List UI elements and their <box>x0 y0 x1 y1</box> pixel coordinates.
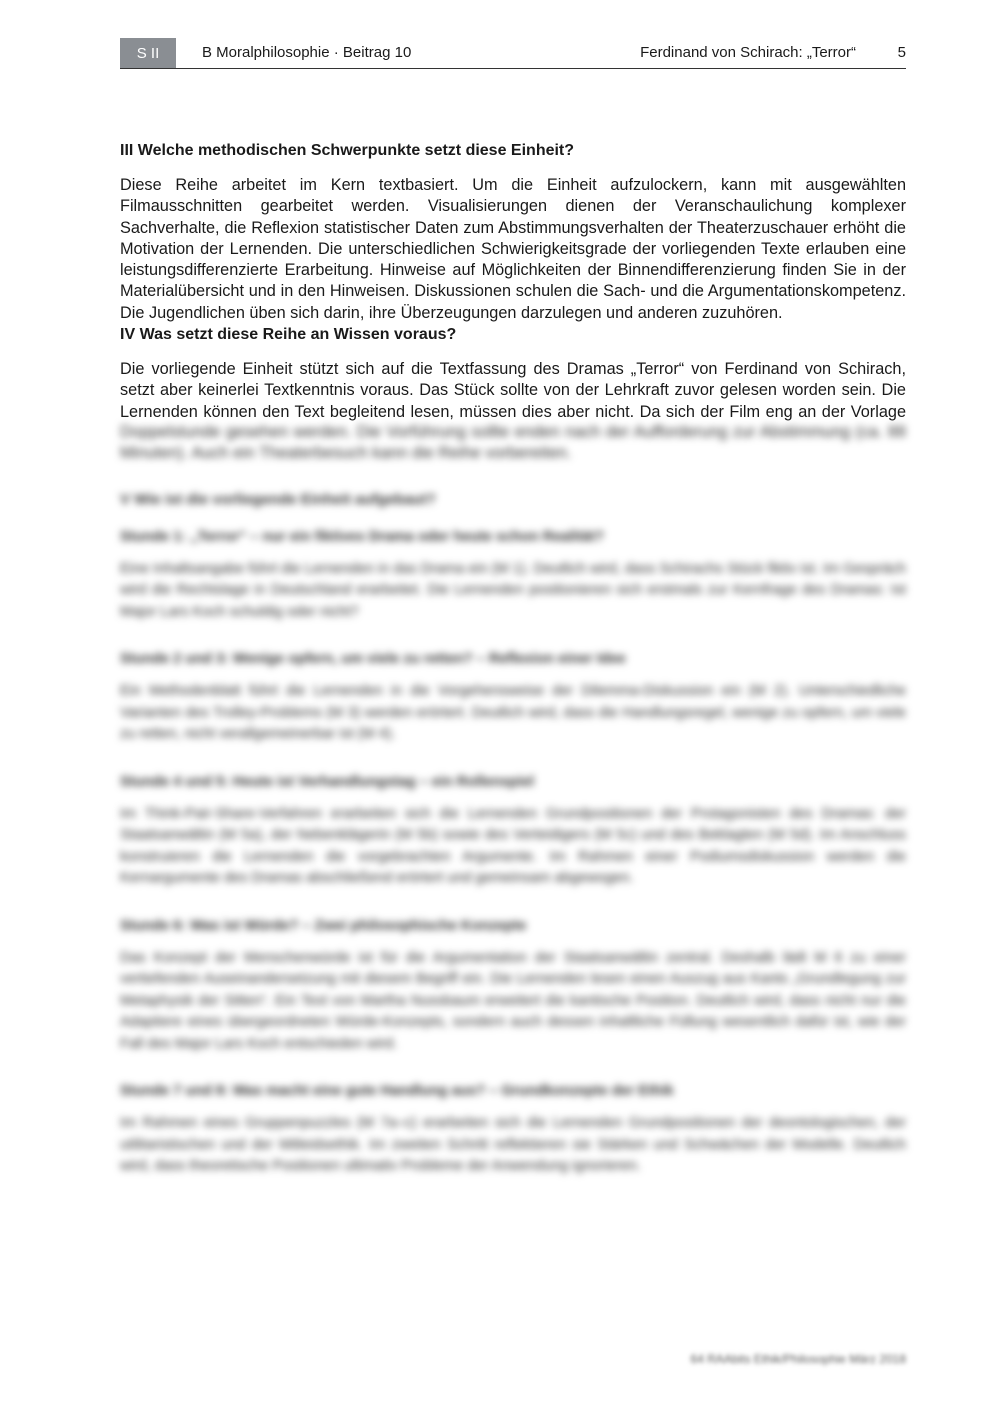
section-4-text-tail: Doppelstunde gesehen werden. Die Vorführung sollte enden nach der Aufforderung zur Abstimmung (ca. 88 Minuten). Auch ein Theaterbesuch kann die Reihe vorbereiten. <box>120 423 906 463</box>
section-3-text: Diese Reihe arbeitet im Kern textbasiert. Um die Einheit aufzulockern, kann mit ausgewählten Filmausschnitten gearbeitet werden. Visualisierungen dienen der Veranschaulichung komplexer Sachverhalte, die Reflexion statistischer Daten zum Abstimmungsverhalten der Theaterzuschauer erhöht die Motivation der Lernenden. Die unterschiedlichen Schwierigkeitsgrade der vorliegenden Texte erlauben eine leistungsdifferenzierte Erarbeitung. Hinweise auf Möglichkeiten der Binnendifferenzierung finden Sie in der Materialübersicht und in den Hinweisen. Diskussionen schulen die Sach- und die Argumentationskompetenz. Die Jugendlichen üben sich darin, ihre Überzeugungen darzulegen und anderen zuzuhören. <box>120 176 906 322</box>
section-4-visible-part <box>120 359 906 423</box>
page-number: 5 <box>897 44 906 61</box>
level-badge: S II <box>120 38 176 68</box>
lesson-4-title: Stunde 6: Was ist Würde? – Zwei philosophische Konzepte <box>120 917 527 934</box>
page-header <box>120 38 906 69</box>
lesson-5-text: Im Rahmen eines Gruppenpuzzles (M 7a–c) erarbeiten sich die Lernenden Grundpositionen der deontologischen, der utilitaristischen und der Mitleidsethik. Im zweiten Schritt reflektieren sie Stärken und Schwächen der Modelle. Deutlich wird, dass theoretische Positionen ultimativ Probleme der Anwendung ignorieren. <box>120 1115 906 1175</box>
lesson-2-text: Ein Methodenblatt führt die Lernenden in die Vorgehensweise der Dilemma-Diskussion ein (M 2). Unterschiedliche Varianten des Trolley-Problems (M 3) werden erörtert. Deutlich wird, dass die Handlungsregel, wenige zu opfern, um viele zu retten, nicht verallgemeinerbar ist (M 4). <box>120 683 906 743</box>
header-title: Ferdinand von Schirach: „Terror“ <box>640 44 856 61</box>
lesson-1-text: Eine Inhaltsangabe führt die Lernenden in das Drama ein (M 1). Deutlich wird, dass Schirachs Stück fiktiv ist. Im Gespräch wird die Rechtslage in Deutschland erarbeitet. Die Lernenden positionieren sich erstmals zur Kernfrage des Dramas: Ist Major Lars Koch schuldig oder nicht? <box>120 560 906 620</box>
blurred-preview-area <box>120 422 906 1178</box>
page-footer: 64 RAAbits Ethik/Philosophie März 2018 <box>690 1352 906 1366</box>
lesson-5-title: Stunde 7 und 8: Was macht eine gute Handlung aus? – Grundkonzepte der Ethik <box>120 1083 674 1100</box>
header-section: B Moralphilosophie · Beitrag 10 <box>202 44 412 61</box>
lesson-3-title: Stunde 4 und 5: Heute ist Verhandlungstag – ein Rollenspiel <box>120 773 535 790</box>
section-4-heading: IV Was setzt diese Reihe an Wissen voraus? <box>120 326 457 344</box>
lesson-2-title: Stunde 2 und 3: Wenige opfern, um viele zu retten? – Reflexion einer Idee <box>120 651 626 668</box>
lesson-3-text: Im Think-Pair-Share-Verfahren erarbeiten sich die Lernenden Grundpositionen der Protagonisten des Dramas: der Staatsanwältin (M 5a), der Nebenklägerin (M 5b) sowie des Verteidigers (M 5c) und des Beklagten (M 5d). Im Anschluss konstruieren die Lernenden die vorgebrachten Argumente. Im Rahmen einer Podiumsdiskussion werden die Kernargumente des Dramas abschließend erörtert und gemeinsam abgewogen. <box>120 805 906 887</box>
lesson-1-title: Stunde 1: „Terror“ – nur ein fiktives Drama oder heute schon Realität? <box>120 528 604 545</box>
section-5-heading: V Wie ist die vorliegende Einheit aufgebaut? <box>120 490 436 508</box>
section-4-text: Die vorliegende Einheit stützt sich auf die Textfassung des Dramas „Terror“ von Ferdinand von Schirach, setzt aber keinerlei Textkenntnis voraus. Das Stück sollte von der Lehrkraft zuvor gelesen worden sein. Die Lernenden können den Text begleitend lesen, müssen dies aber nicht. Da sich der Film eng an der Vorlage <box>120 360 906 421</box>
lesson-4-text: Das Konzept der Menschenwürde ist für die Argumentation der Staatsanwältin zentral. Deshalb lädt M 6 zu einer vertiefenden Auseinandersetzung mit diesem Begriff ein. Die Lernenden lesen einen Auszug aus Kants „Grundlegung zur Metaphysik der Sitten“. Ein Text von Martha Nussbaum erweitert die kantische Position. Deutlich wird, dass nicht nur die Adaptiere eines übergeordneten Würde-Konzepts, sondern auch dessen inhaltliche Füllung wesentlich dafür ist, wie der Fall des Major Lars Koch entschieden wird. <box>120 949 906 1052</box>
section-3-heading: III Welche methodischen Schwerpunkte setzt diese Einheit? <box>120 142 575 159</box>
document-body <box>120 140 906 1204</box>
